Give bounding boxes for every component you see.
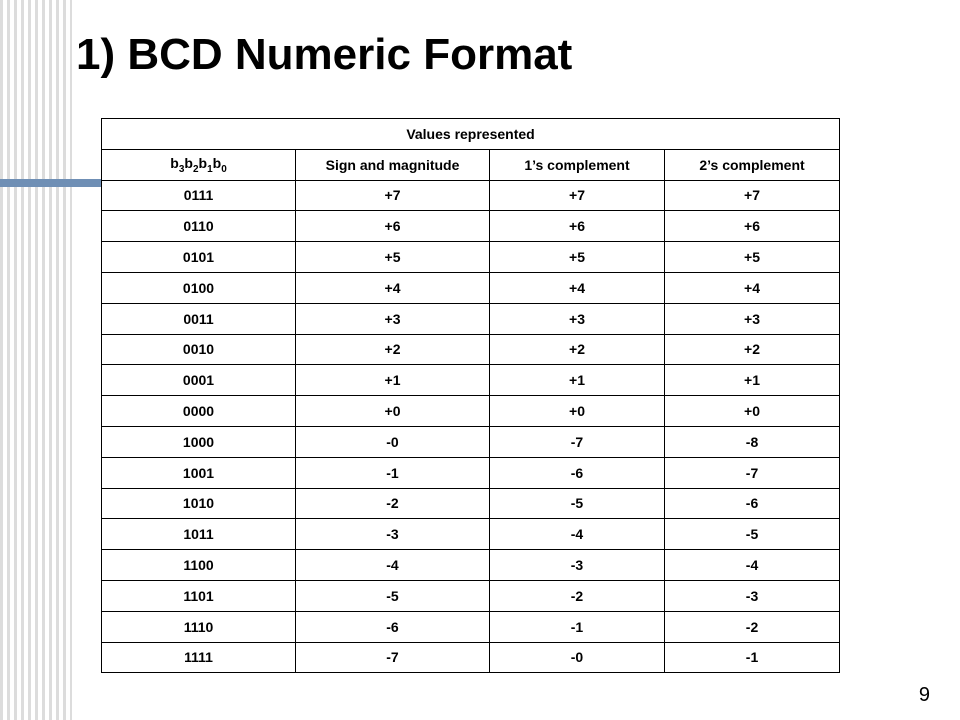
decorative-stripes <box>0 0 72 720</box>
bits-cell: 1001 <box>102 457 296 488</box>
bcd-table <box>101 118 840 673</box>
bits-cell: 1110 <box>102 611 296 642</box>
table-row <box>102 519 840 550</box>
ones-complement-cell: -3 <box>490 550 665 581</box>
twos-complement-cell: +6 <box>665 211 840 242</box>
ones-complement-cell: -7 <box>490 426 665 457</box>
bits-cell: 0010 <box>102 334 296 365</box>
bits-cell: 0000 <box>102 396 296 427</box>
sign-magnitude-cell: +5 <box>296 242 490 273</box>
table-row <box>102 580 840 611</box>
bits-cell: 0001 <box>102 365 296 396</box>
twos-complement-cell: -7 <box>665 457 840 488</box>
bits-cell: 0011 <box>102 303 296 334</box>
bits-cell: 1111 <box>102 642 296 673</box>
sign-magnitude-cell: +3 <box>296 303 490 334</box>
ones-complement-cell: -4 <box>490 519 665 550</box>
twos-complement-cell: -3 <box>665 580 840 611</box>
sign-magnitude-cell: -6 <box>296 611 490 642</box>
bits-cell: 0111 <box>102 180 296 211</box>
ones-complement-cell: +3 <box>490 303 665 334</box>
table-body <box>102 180 840 673</box>
table-row <box>102 272 840 303</box>
table-row <box>102 642 840 673</box>
table-row <box>102 242 840 273</box>
col-header-ones-complement: 1’s complement <box>490 149 665 180</box>
bits-header: $b_3b_2b_1b_0$ <box>102 149 296 180</box>
table-row <box>102 180 840 211</box>
col-header-sign-magnitude: Sign and magnitude <box>296 149 490 180</box>
sign-magnitude-cell: +4 <box>296 272 490 303</box>
sign-magnitude-cell: +1 <box>296 365 490 396</box>
col-header-twos-complement: 2’s complement <box>665 149 840 180</box>
ones-complement-cell: +4 <box>490 272 665 303</box>
sign-magnitude-cell: -0 <box>296 426 490 457</box>
sign-magnitude-cell: +2 <box>296 334 490 365</box>
sign-magnitude-cell: +7 <box>296 180 490 211</box>
twos-complement-cell: -8 <box>665 426 840 457</box>
ones-complement-cell: -1 <box>490 611 665 642</box>
ones-complement-cell: +1 <box>490 365 665 396</box>
twos-complement-cell: -1 <box>665 642 840 673</box>
ones-complement-cell: +5 <box>490 242 665 273</box>
table-row <box>102 457 840 488</box>
sign-magnitude-cell: -3 <box>296 519 490 550</box>
table-row <box>102 334 840 365</box>
twos-complement-cell: +3 <box>665 303 840 334</box>
table-row <box>102 365 840 396</box>
sign-magnitude-cell: -5 <box>296 580 490 611</box>
table-row <box>102 550 840 581</box>
bits-cell: 0110 <box>102 211 296 242</box>
column-header-row <box>102 149 840 180</box>
bits-cell: 1011 <box>102 519 296 550</box>
table-row <box>102 396 840 427</box>
table-row <box>102 426 840 457</box>
twos-complement-cell: +1 <box>665 365 840 396</box>
bits-cell: 1101 <box>102 580 296 611</box>
twos-complement-cell: +4 <box>665 272 840 303</box>
ones-complement-cell: +2 <box>490 334 665 365</box>
twos-complement-cell: -4 <box>665 550 840 581</box>
ones-complement-cell: -5 <box>490 488 665 519</box>
twos-complement-cell: +0 <box>665 396 840 427</box>
sign-magnitude-cell: -2 <box>296 488 490 519</box>
page-number: 9 <box>918 684 930 706</box>
sign-magnitude-cell: +6 <box>296 211 490 242</box>
group-header-row <box>102 119 840 150</box>
ones-complement-cell: +7 <box>490 180 665 211</box>
ones-complement-cell: -0 <box>490 642 665 673</box>
twos-complement-cell: -2 <box>665 611 840 642</box>
table-row <box>102 211 840 242</box>
bits-cell: 1010 <box>102 488 296 519</box>
twos-complement-cell: +7 <box>665 180 840 211</box>
sign-magnitude-cell: -1 <box>296 457 490 488</box>
ones-complement-cell: +6 <box>490 211 665 242</box>
slide-title: 1) BCD Numeric Format <box>76 30 573 79</box>
ones-complement-cell: +0 <box>490 396 665 427</box>
twos-complement-cell: +5 <box>665 242 840 273</box>
table-row <box>102 303 840 334</box>
bits-cell: 0101 <box>102 242 296 273</box>
twos-complement-cell: -6 <box>665 488 840 519</box>
twos-complement-cell: -5 <box>665 519 840 550</box>
group-header: Values represented <box>102 119 840 150</box>
bits-cell: 1000 <box>102 426 296 457</box>
sign-magnitude-cell: -7 <box>296 642 490 673</box>
bits-cell: 1100 <box>102 550 296 581</box>
ones-complement-cell: -2 <box>490 580 665 611</box>
table-row <box>102 488 840 519</box>
ones-complement-cell: -6 <box>490 457 665 488</box>
bits-cell: 0100 <box>102 272 296 303</box>
twos-complement-cell: +2 <box>665 334 840 365</box>
sign-magnitude-cell: +0 <box>296 396 490 427</box>
table-row <box>102 611 840 642</box>
sign-magnitude-cell: -4 <box>296 550 490 581</box>
